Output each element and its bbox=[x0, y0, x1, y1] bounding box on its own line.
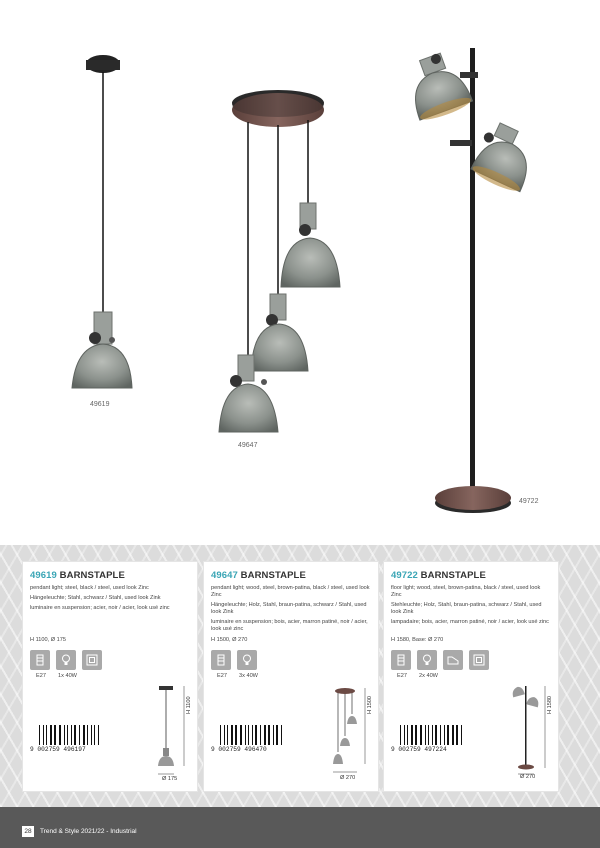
barcode-bar bbox=[444, 725, 445, 745]
barcode-bar bbox=[240, 725, 242, 745]
barcode-bar bbox=[425, 725, 426, 745]
product-dimensions: H 1100, Ø 175 bbox=[30, 637, 66, 643]
barcode-bar bbox=[459, 725, 460, 745]
description-de: Stehleuchte; Holz, Stahl, braun-patina, schwarz / Stahl, used look Zink bbox=[391, 602, 542, 615]
barcode-bar bbox=[224, 725, 225, 745]
barcode-bar bbox=[447, 725, 449, 745]
barcode-bar bbox=[83, 725, 85, 745]
barcode-bar bbox=[220, 725, 221, 745]
barcode-bar bbox=[59, 725, 61, 745]
description-fr: luminaire en suspension; acier, noir / acier, look usé zinc bbox=[30, 605, 170, 611]
bulb-icon bbox=[417, 650, 437, 670]
product-title bbox=[30, 570, 190, 581]
barcode-bar bbox=[450, 725, 451, 745]
barcode-bar bbox=[96, 725, 97, 745]
barcode-bar bbox=[268, 725, 270, 745]
barcode-bar bbox=[46, 725, 47, 745]
barcode-bar bbox=[262, 725, 263, 745]
wattage-label: 1x 40W bbox=[58, 673, 77, 679]
barcode bbox=[30, 725, 110, 753]
barcode-bar bbox=[81, 725, 82, 745]
diameter-dimension: Ø 270 bbox=[340, 775, 356, 781]
barcode-bar bbox=[455, 725, 456, 745]
description-en: pendant light; steel, black / steel, used look Zinc bbox=[30, 585, 149, 591]
product-number: 49722 bbox=[391, 570, 418, 581]
barcode-bar bbox=[100, 725, 101, 745]
product-dimensions: H 1500, Ø 270 bbox=[211, 637, 248, 643]
barcode-bar bbox=[87, 725, 88, 745]
barcode-bar bbox=[434, 725, 435, 745]
barcode-bar bbox=[250, 725, 251, 745]
barcode-bars bbox=[400, 725, 471, 745]
pendant-49647-drawing bbox=[219, 90, 340, 432]
barcode-bar bbox=[48, 725, 49, 745]
description-fr: lampadaire; bois, acier, marron patiné, noir / acier, look usé zinc bbox=[391, 619, 549, 625]
socket-icon bbox=[391, 650, 411, 670]
product-title bbox=[391, 570, 551, 581]
description-de: Hängeleuchte; Stahl, schwarz / Stahl, used look Zink bbox=[30, 595, 161, 601]
barcode bbox=[391, 725, 471, 753]
barcode-bar bbox=[402, 725, 403, 745]
barcode-bar bbox=[74, 725, 76, 745]
barcode-bar bbox=[461, 725, 462, 745]
description-en: floor light; wood, steel, brown-patina, black / steel, used look Zinc bbox=[391, 585, 541, 598]
barcode-bar bbox=[446, 725, 447, 745]
product-dimensions: H 1580, Base: Ø 270 bbox=[391, 637, 444, 643]
height-dimension: H 1100 bbox=[186, 696, 192, 714]
image-ref-49722: 49722 bbox=[519, 498, 539, 505]
barcode-bar bbox=[79, 725, 80, 745]
barcode-bar bbox=[39, 725, 40, 745]
barcode-bar bbox=[407, 725, 408, 745]
barcode-bar bbox=[64, 725, 65, 745]
class-ii-icon bbox=[469, 650, 489, 670]
barcode-bar bbox=[423, 725, 424, 745]
class-ii-icon bbox=[82, 650, 102, 670]
barcode-bar bbox=[420, 725, 422, 745]
feature-icons bbox=[30, 650, 102, 670]
barcode-digits: 9 002759 496470 bbox=[211, 746, 267, 753]
product-description bbox=[391, 585, 551, 626]
barcode-bar bbox=[275, 725, 276, 745]
description-fr: luminaire en suspension; bois, acier, marron patiné, noir / acier, look usé zinc bbox=[211, 619, 368, 632]
barcode-bar bbox=[229, 725, 230, 745]
product-number: 49619 bbox=[30, 570, 57, 581]
barcode-bar bbox=[404, 725, 405, 745]
barcode-bar bbox=[440, 725, 441, 745]
image-ref-49619: 49619 bbox=[90, 401, 110, 408]
socket-label: E27 bbox=[36, 673, 46, 679]
barcode-bar bbox=[238, 725, 239, 745]
socket-icon bbox=[211, 650, 231, 670]
barcode-bar bbox=[271, 725, 272, 745]
barcode-bar bbox=[91, 725, 92, 745]
barcode-bar bbox=[411, 725, 413, 745]
barcode-bar bbox=[248, 725, 249, 745]
barcode-bar bbox=[438, 725, 439, 745]
barcode-bar bbox=[254, 725, 255, 745]
barcode-bar bbox=[227, 725, 228, 745]
product-name: BARNSTAPLE bbox=[240, 570, 306, 581]
product-title bbox=[211, 570, 371, 581]
diameter-dimension: Ø 270 bbox=[520, 774, 536, 780]
floor-lamp-49722-drawing bbox=[400, 47, 542, 513]
barcode-bar bbox=[264, 725, 266, 745]
image-ref-49647: 49647 bbox=[238, 442, 258, 449]
barcode-bar bbox=[93, 725, 94, 745]
barcode-bar bbox=[67, 725, 68, 745]
pendant-49619-drawing bbox=[72, 55, 132, 388]
barcode-bar bbox=[62, 725, 63, 745]
product-card-49619 bbox=[22, 561, 198, 792]
barcode-bar bbox=[406, 725, 407, 745]
barcode-digits: 9 002759 496197 bbox=[30, 746, 86, 753]
barcode-bar bbox=[442, 725, 443, 745]
barcode-bar bbox=[66, 725, 67, 745]
barcode-bar bbox=[50, 725, 52, 745]
barcode-bar bbox=[430, 725, 431, 745]
barcode-bar bbox=[400, 725, 401, 745]
barcode-bar bbox=[77, 725, 78, 745]
barcode-bar bbox=[463, 725, 464, 745]
description-en: pendant light; wood, steel, brown-patina, black / steel, used look Zinc bbox=[211, 585, 370, 598]
barcode-bar bbox=[231, 725, 233, 745]
barcode-bar bbox=[258, 725, 259, 745]
product-name: BARNSTAPLE bbox=[420, 570, 486, 581]
barcode-bar bbox=[222, 725, 223, 745]
barcode-bar bbox=[414, 725, 415, 745]
height-dimension: H 1580 bbox=[547, 695, 553, 714]
barcode-bar bbox=[53, 725, 54, 745]
barcode-bar bbox=[409, 725, 410, 745]
barcode-bar bbox=[435, 725, 437, 745]
foot-switch-icon bbox=[443, 650, 463, 670]
barcode bbox=[211, 725, 291, 753]
product-card-49647 bbox=[203, 561, 379, 792]
barcode-bar bbox=[226, 725, 227, 745]
footer-text: Trend & Style 2021/22 - Industrial bbox=[40, 828, 137, 835]
barcode-bar bbox=[235, 725, 237, 745]
product-number: 49647 bbox=[211, 570, 238, 581]
barcode-bar bbox=[86, 725, 87, 745]
barcode-bar bbox=[247, 725, 248, 745]
barcode-bar bbox=[255, 725, 257, 745]
page-number: 28 bbox=[22, 826, 34, 837]
barcode-bar bbox=[415, 725, 417, 745]
barcode-bar bbox=[456, 725, 458, 745]
socket-label: E27 bbox=[217, 673, 227, 679]
barcode-bar bbox=[234, 725, 235, 745]
socket-label: E27 bbox=[397, 673, 407, 679]
barcode-bar bbox=[98, 725, 99, 745]
barcode-bar bbox=[71, 725, 72, 745]
product-description bbox=[30, 585, 190, 612]
barcode-bar bbox=[89, 725, 90, 745]
barcode-bar bbox=[94, 725, 95, 745]
feature-icons bbox=[211, 650, 257, 670]
product-name: BARNSTAPLE bbox=[59, 570, 125, 581]
socket-icon bbox=[30, 650, 50, 670]
barcode-bar bbox=[267, 725, 268, 745]
description-de: Hängeleuchte; Holz, Stahl, braun-patina, schwarz / Stahl, used look Zink bbox=[211, 602, 367, 615]
barcode-bar bbox=[418, 725, 419, 745]
wattage-label: 3x 40W bbox=[239, 673, 258, 679]
bulb-icon bbox=[56, 650, 76, 670]
bulb-icon bbox=[237, 650, 257, 670]
barcode-bar bbox=[43, 725, 44, 745]
barcode-bar bbox=[273, 725, 274, 745]
barcode-digits: 9 002759 497224 bbox=[391, 746, 447, 753]
barcode-bar bbox=[57, 725, 58, 745]
product-description bbox=[211, 585, 371, 633]
height-dimension: H 1500 bbox=[367, 695, 373, 714]
barcode-bar bbox=[41, 725, 42, 745]
barcode-bar bbox=[452, 725, 454, 745]
barcode-bar bbox=[45, 725, 46, 745]
barcode-bar bbox=[279, 725, 280, 745]
barcode-bar bbox=[69, 725, 70, 745]
barcode-bar bbox=[427, 725, 428, 745]
diameter-dimension: Ø 175 bbox=[162, 776, 178, 782]
feature-icons bbox=[391, 650, 489, 670]
barcode-bar bbox=[245, 725, 246, 745]
product-card-49722 bbox=[383, 561, 559, 792]
wattage-label: 2x 40W bbox=[419, 673, 438, 679]
barcode-bars bbox=[39, 725, 110, 745]
barcode-bar bbox=[283, 725, 284, 745]
barcode-bar bbox=[432, 725, 433, 745]
barcode-bar bbox=[428, 725, 429, 745]
barcode-bar bbox=[243, 725, 244, 745]
barcode-bar bbox=[54, 725, 56, 745]
barcode-bar bbox=[281, 725, 282, 745]
barcode-bar bbox=[252, 725, 253, 745]
barcode-bar bbox=[276, 725, 278, 745]
barcode-bars bbox=[220, 725, 291, 745]
barcode-bar bbox=[260, 725, 261, 745]
barcode-bar bbox=[73, 725, 74, 745]
